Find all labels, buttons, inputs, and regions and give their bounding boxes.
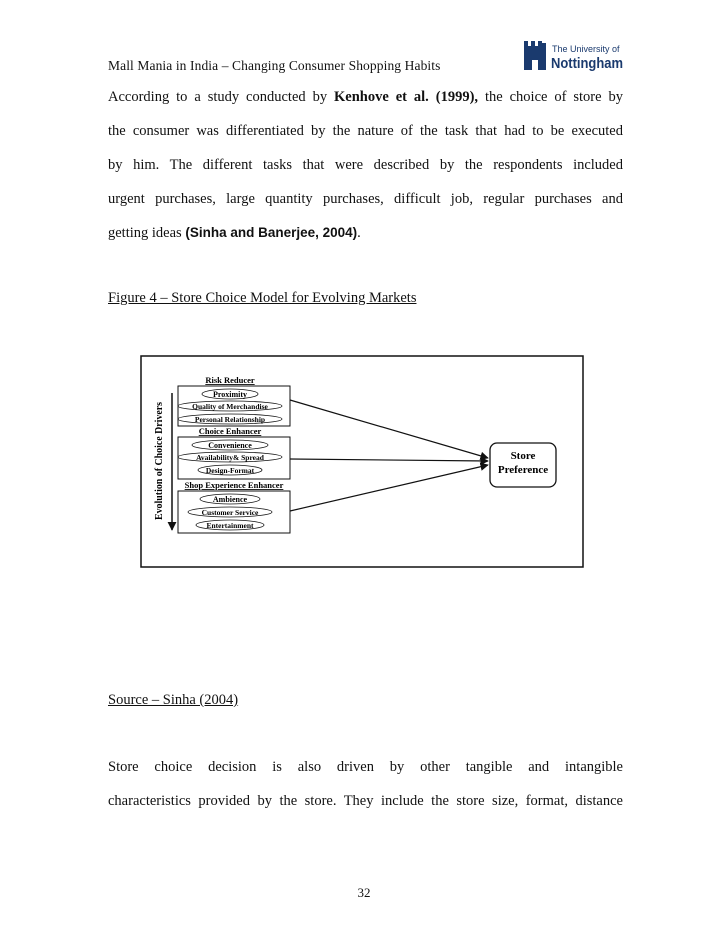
running-header: Mall Mania in India – Changing Consumer Shopping Habits [108,58,441,73]
group1-item3: Personal Relationship [194,415,266,424]
group1-item2: Quality of Merchandise [192,402,268,411]
group-title-3: Shop Experience Enhancer [184,480,284,490]
group2-item1: Convenience [208,441,252,450]
evolution-label: Evolution of Choice Drivers [153,388,165,520]
para1-line3: by him. The different tasks that were described by the respondents included [108,157,623,173]
university-logo [522,38,624,74]
castle-icon [524,41,546,70]
para2-line1: Store choice decision is also driven by other tangible and intangible [108,759,623,775]
citation-kenhove: Kenhove et al. (1999), [334,89,479,105]
para1-line4: urgent purchases, large quantity purchases, difficult job, regular purchases and [108,191,623,207]
store-preference-line1: Store [510,450,536,462]
group1-item1: Proximity [212,390,248,399]
group3-item2: Customer Service [201,508,259,517]
store-preference-line2: Preference [497,464,549,476]
store-choice-diagram [140,355,584,568]
figure-caption: Figure 4 – Store Choice Model for Evolving Markets [108,290,417,306]
group3-item3: Entertainment [206,521,254,530]
group-title-1: Risk Reducer [205,375,255,385]
citation-sinha: (Sinha and Banerjee, 2004) [185,225,358,240]
paragraph-intro [108,80,623,250]
page-number: 32 [357,885,371,900]
group-title-2: Choice Enhancer [198,426,262,436]
figure-source: Source – Sinha (2004) [108,692,239,708]
paragraph-store-choice [108,750,623,818]
logo-line2: Nottingham [551,55,623,72]
para1-line5: getting ideas (Sinha and Banerjee, 2004). [108,225,361,241]
para1-line2: the consumer was differentiated by the nature of the task that had to be executed [108,123,623,139]
group2-item2: Availability& Spread [196,453,264,462]
para1-line1: According to a study conducted by Kenhove et al. (1999), the choice of store by [108,89,623,105]
logo-line1: The University of [552,44,620,54]
group3-item1: Ambience [212,495,248,504]
para2-line2: characteristics provided by the store. They include the store size, format, distance [108,793,623,809]
group2-item3: Design-Format [205,466,255,475]
